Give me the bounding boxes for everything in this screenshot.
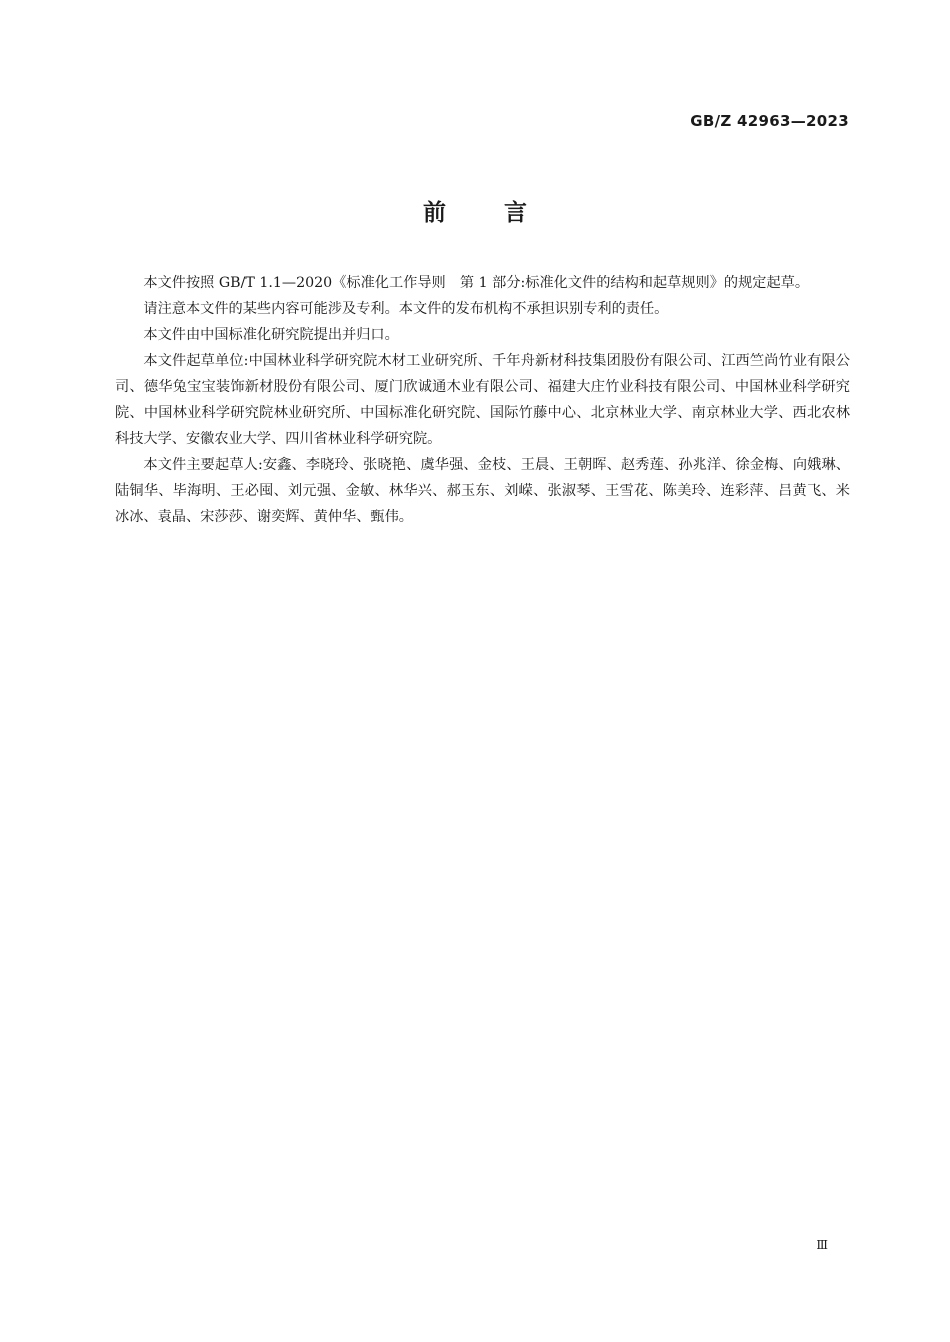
paragraph-drafters: 本文件主要起草人:安鑫、李晓玲、张晓艳、虞华强、金枝、王晨、王朝晖、赵秀莲、孙兆洋、徐金梅、向娥琳、陆铜华、毕海明、王必囤、刘元强、金敏、林华兴、郝玉东、刘嵘、张淑琴、王雪花、陈美玲、连彩萍、吕黄飞、米冰冰、袁晶、宋莎莎、谢奕辉、黄仲华、甄伟。 [115, 457, 850, 525]
page-number: Ⅲ [816, 1238, 828, 1252]
page-title: 前言 [423, 200, 585, 226]
paragraph-patent-notice: 请注意本文件的某些内容可能涉及专利。本文件的发布机构不承担识别专利的责任。 [143, 301, 669, 317]
document-body [115, 270, 850, 530]
paragraph-drafting-units: 本文件起草单位:中国林业科学研究院木材工业研究所、千年舟新材科技集团股份有限公司、江西竺尚竹业有限公司、德华兔宝宝装饰新材股份有限公司、厦门欣诚通木业有限公司、福建大庄竹业科技有限公司、中国林业科学研究院、中国林业科学研究院林业研究所、中国标准化研究院、国际竹藤中心、北京林业大学、南京林业大学、西北农林科技大学、安徽农业大学、四川省林业科学研究院。 [115, 353, 850, 447]
paragraph-proposer: 本文件由中国标准化研究院提出并归口。 [143, 327, 399, 343]
document-code: GB/Z 42963—2023 [690, 112, 849, 130]
paragraph-drafting-rules: 本文件按照 GB/T 1.1—2020《标准化工作导则 第 1 部分:标准化文件的结构和起草规则》的规定起草。 [143, 275, 810, 291]
